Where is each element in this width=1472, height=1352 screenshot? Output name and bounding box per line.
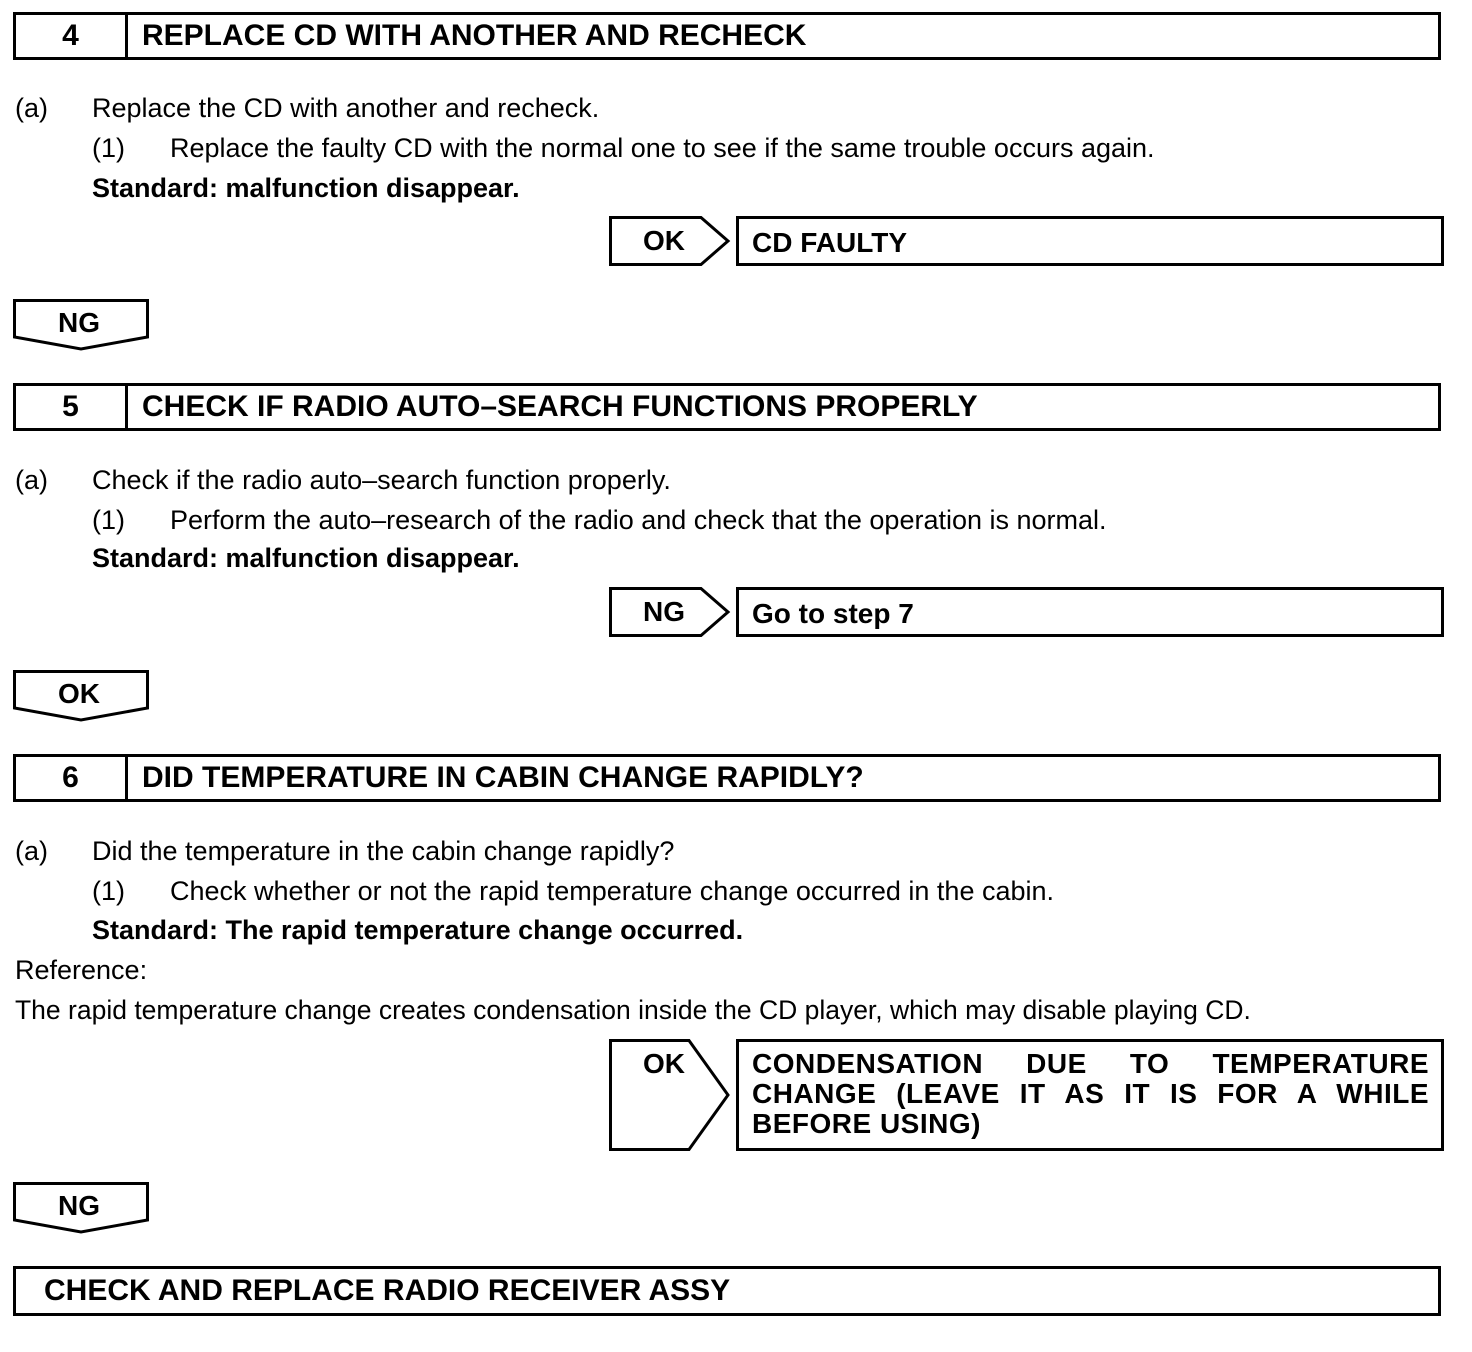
step-5-header [13,383,1441,431]
item-marker: (a) [15,465,48,495]
branch-arrow-ok [609,216,731,266]
sub-item-marker: (1) [92,505,125,535]
branch-result-box [736,216,1444,266]
item-marker: (a) [15,836,48,866]
step-title: REPLACE CD WITH ANOTHER AND RECHECK [142,19,807,52]
item-text: Replace the CD with another and recheck. [92,93,600,123]
step-4-header [13,12,1441,60]
down-arrow-ng [13,299,149,351]
branch-result-box [736,1039,1444,1151]
sub-item-text: Replace the faulty CD with the normal one to see if the same trouble occurs again. [170,133,1155,163]
reference-text: The rapid temperature change creates condensation inside the CD player, which may disable playing CD. [15,995,1251,1025]
final-step-header [13,1266,1441,1316]
branch-result-text: CONDENSATION DUE TO TEMPERATURE CHANGE (LEAVE IT AS IT IS FOR A WHILE BEFORE USING) [752,1048,1429,1139]
standard-text: Standard: malfunction disappear. [92,543,520,573]
sub-item-marker: (1) [92,876,125,906]
standard-text: Standard: The rapid temperature change occurred. [92,915,744,945]
down-arrow-ng [13,1182,149,1234]
step-title: CHECK IF RADIO AUTO–SEARCH FUNCTIONS PROPERLY [142,390,978,423]
branch-result-box [736,587,1444,637]
down-arrow-ok [13,670,149,722]
branch-label: OK [643,1048,685,1079]
down-arrow-label: OK [58,678,100,709]
item-text: Check if the radio auto–search function properly. [92,465,671,495]
branch-result-text: Go to step 7 [752,598,914,629]
final-step-title: CHECK AND REPLACE RADIO RECEIVER ASSY [44,1274,731,1307]
sub-item-marker: (1) [92,133,125,163]
step-title: DID TEMPERATURE IN CABIN CHANGE RAPIDLY? [142,761,864,794]
down-arrow-label: NG [58,1190,100,1221]
item-text: Did the temperature in the cabin change rapidly? [92,836,675,866]
sub-item-text: Check whether or not the rapid temperature change occurred in the cabin. [170,876,1055,906]
down-arrow-label: NG [58,307,100,338]
item-marker: (a) [15,93,48,123]
reference-label: Reference: [15,955,148,985]
step-6-header [13,754,1441,802]
branch-arrow-ok [609,1039,731,1151]
branch-label: OK [643,225,685,256]
step-number: 5 [16,386,128,428]
sub-item-text: Perform the auto–research of the radio and check that the operation is normal. [170,505,1107,535]
standard-text: Standard: malfunction disappear. [92,173,520,203]
branch-arrow-ng [609,587,731,637]
step-number: 6 [16,757,128,799]
branch-result-text: CD FAULTY [752,227,908,258]
step-number: 4 [16,15,128,57]
branch-label: NG [643,596,685,627]
